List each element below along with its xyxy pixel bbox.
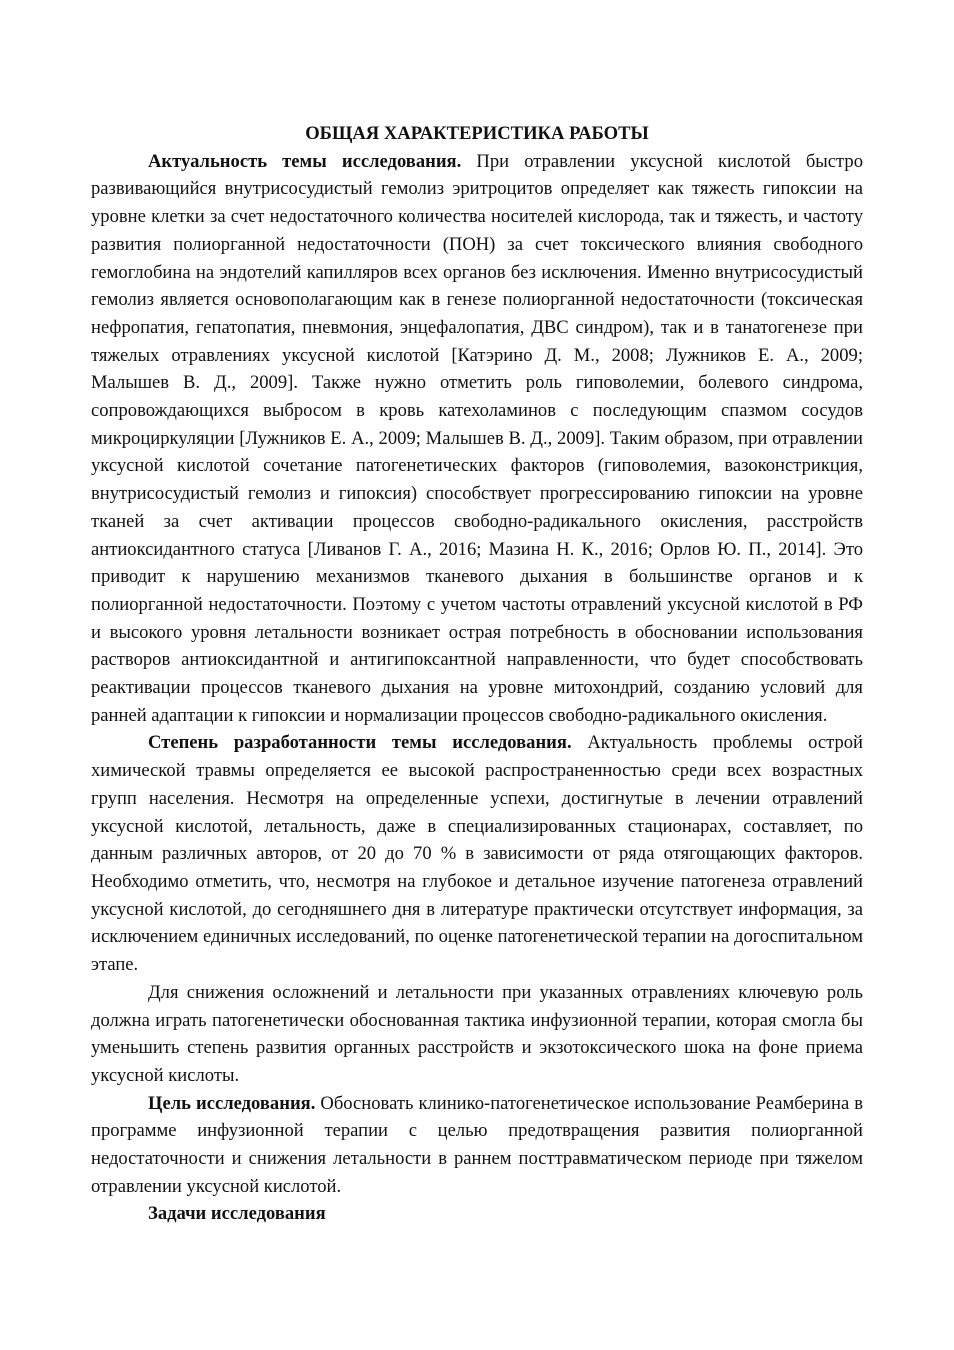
document-title: ОБЩАЯ ХАРАКТЕРИСТИКА РАБОТЫ xyxy=(305,123,649,144)
paragraph-lead: Актуальность темы исследования. xyxy=(148,150,462,172)
paragraph-text: При отравлении уксусной кислотой быстро развивающийся внутрисосудистый гемолиз эритроцитов определяет как тяжесть гипоксии на уровне клетки за счет недостаточного количества носителей кислорода, так и тяжесть, и частоту развития полиорганной недостаточности (ПОН) за счет токсического влияния свободного гемоглобина на эндотелий капилляров всех органов без исключения. Именно внутрисосудистый гемолиз является основополагающим как в генезе полиорганной недостаточности (токсическая нефропатия, гепатопатия, пневмония, энцефалопатия, ДВС синдром), так и в танатогенезе при тяжелых отравлениях уксусной кислотой [Катэрино Д. М., 2008; Лужников Е. А., 2009; Малышев В. Д., 2009]. Также нужно отметить роль гиповолемии, болевого синдрома, сопровождающихся выбросом в кровь катехоламинов с последующим спазмом сосудов микроциркуляции [Лужников Е. А., 2009; Малышев В. Д., 2009]. Таким образом, при отравлении уксусной кислотой сочетание патогенетических факторов (гиповолемия, вазоконстрикция, внутрисосудистый гемолиз и гипоксия) способствует прогрессированию гипоксии на уровне тканей за счет активации процессов свободно-радикального окисления, расстройств антиоксидантного статуса [Ливанов Г. А., 2016; Мазина Н. К., 2016; Орлов Ю. П., 2014]. Это приводит к нарушению механизмов тканевого дыхания в большинстве органов и к полиорганной недостаточности. Поэтому с учетом частоты отравлений уксусной кислотой в РФ и высокого уровня летальности возникает острая потребность в обосновании использования растворов антиоксидантной и антигипоксантной направленности, что будет способствовать реактивации процессов тканевого дыхания на уровне митохондрий, созданию условий для ранней адаптации к гипоксии и нормализации процессов свободно-радикального окисления. xyxy=(91,150,863,726)
paragraph-text: Актуальность проблемы острой химической травмы определяется ее высокой распространенностью среди всех возрастных групп населения. Несмотря на определенные успехи, достигнутые в лечении отравлений уксусной кислотой, летальность, даже в специализированных стационарах, составляет, по данным различных авторов, от 20 до 70 % в зависимости от ряда отягощающих факторов. Необходимо отметить, что, несмотря на глубокое и детальное изучение патогенеза отравлений уксусной кислотой, до сегодняшнего дня в литературе практически отсутствует информация, за исключением единичных исследований, по оценке патогенетической терапии на догоспитальном этапе. xyxy=(91,732,863,976)
research-tasks-heading: Задачи исследования xyxy=(148,1203,326,1225)
paragraph-relevance xyxy=(91,148,863,730)
paragraph-lead: Цель исследования. xyxy=(148,1092,316,1114)
paragraph-complications xyxy=(91,979,863,1090)
paragraph-text: Для снижения осложнений и летальности при указанных отравлениях ключевую роль должна играть патогенетически обоснованная тактика инфузионной терапии, которая смогла бы уменьшить степень развития органных расстройств и экзотоксического шока на фоне приема уксусной кислоты. xyxy=(91,981,863,1086)
paragraph-lead: Степень разработанности темы исследования. xyxy=(148,732,572,754)
paragraph-text: Обосновать клинико-патогенетическое использование Реамберина в программе инфузионной терапии с целью предотвращения развития полиорганной недостаточности и снижения летальности в раннем посттравматическом периоде при тяжелом отравлении уксусной кислотой. xyxy=(91,1092,863,1197)
paragraph-research-goal xyxy=(91,1090,863,1201)
document-page xyxy=(91,120,863,1228)
paragraph-development-degree xyxy=(91,729,863,978)
